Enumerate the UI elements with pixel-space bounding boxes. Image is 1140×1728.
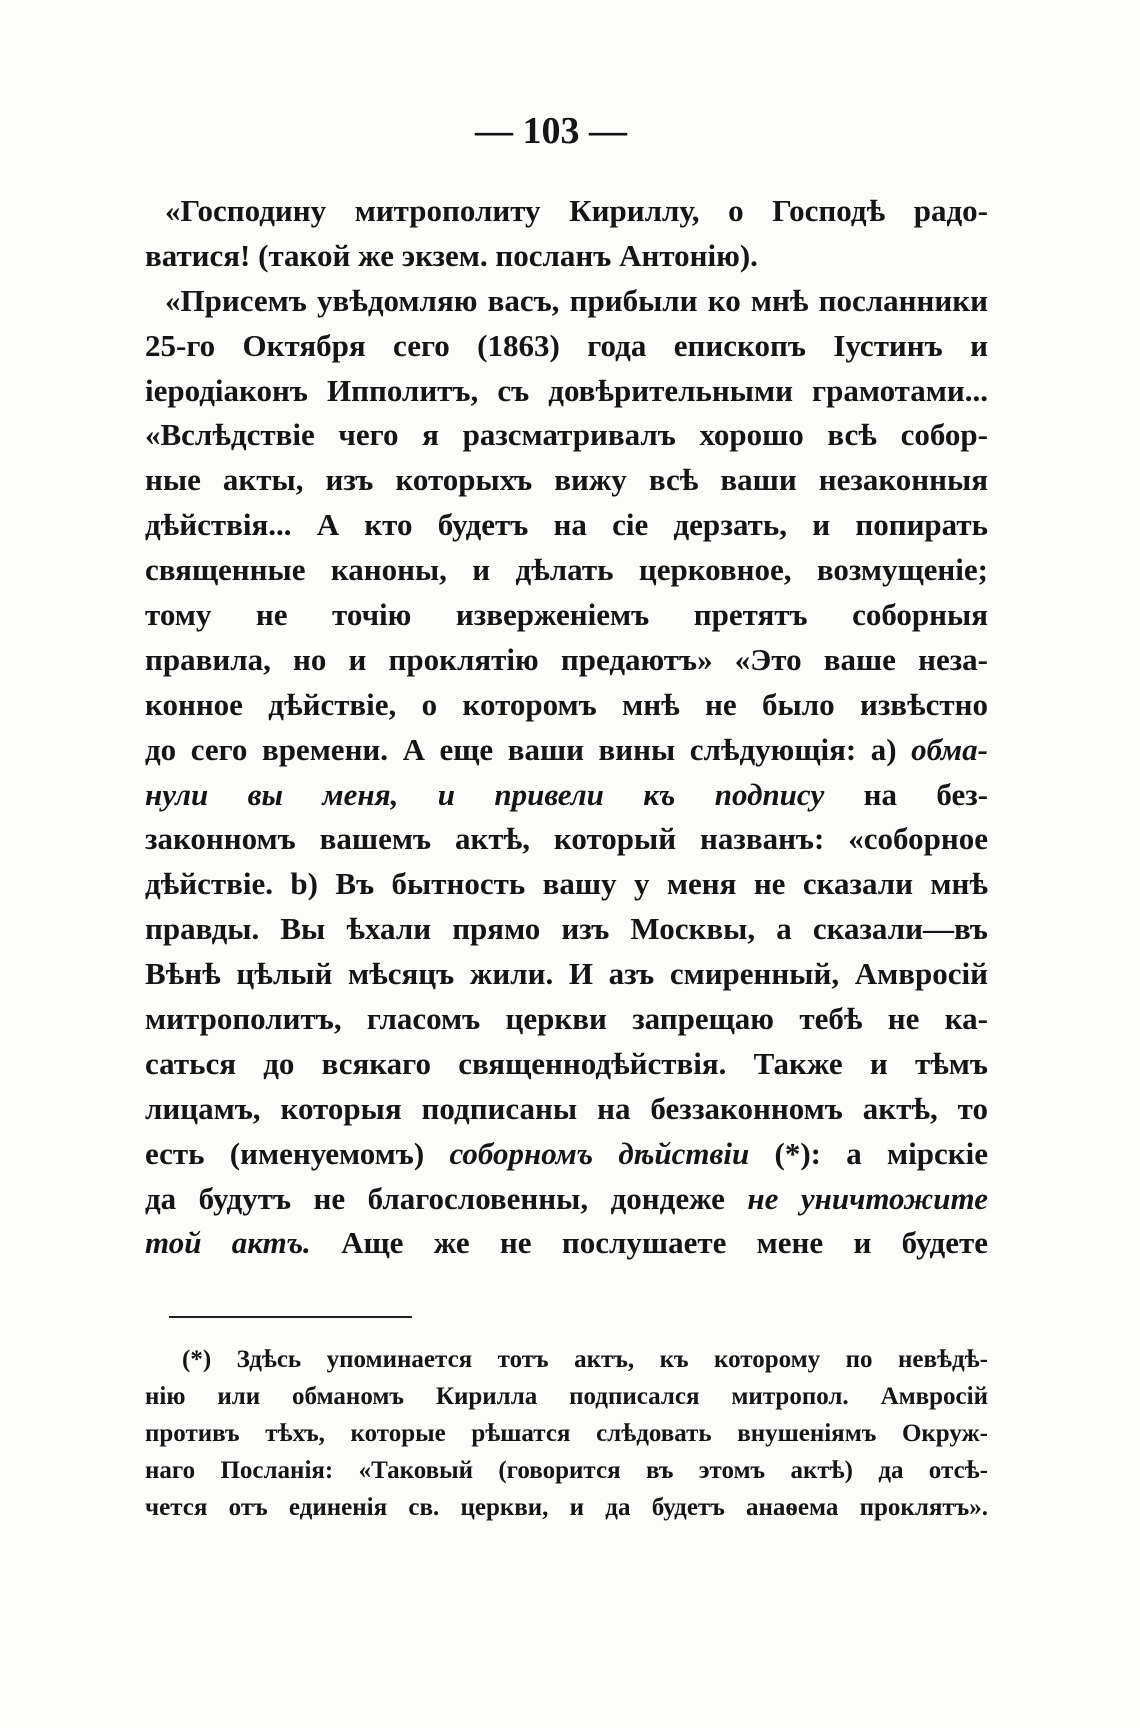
text-segment: Аще же не послушаете мене и будете — [310, 1225, 988, 1261]
footnote-divider — [169, 1316, 412, 1318]
text-segment: «Господину митрополиту Кириллу, о Господѣ радо- — [165, 193, 988, 228]
text-segment: правды. Вы ѣхали прямо изъ Москвы, а сказали—въ — [145, 911, 988, 947]
footnote-line: чется отъ единенія св. церкви, и да будетъ анаѳема проклятъ». — [145, 1494, 988, 1521]
italic-segment: соборномъ дѣйствіи — [449, 1135, 750, 1171]
text-segment: саться до всякаго священнодѣйствія. Также и тѣмъ — [145, 1045, 988, 1081]
text-segment: митрополитъ, гласомъ церкви запрещаю тебѣ не ка- — [145, 1001, 988, 1037]
text-line — [145, 369, 988, 414]
text-segment: «Вслѣдствіе чего я разсматривалъ хорошо всѣ собор- — [145, 417, 988, 453]
text-line — [145, 1042, 988, 1087]
text-line — [145, 817, 988, 862]
text-line — [145, 1221, 988, 1266]
text-line — [145, 593, 988, 638]
footnote — [145, 1341, 988, 1526]
text-segment: законномъ вашемъ актѣ, который названъ: «соборное — [145, 821, 988, 857]
text-line — [145, 1087, 988, 1132]
text-segment: Вѣнѣ цѣлый мѣсяцъ жили. И азъ смиренный, Амвросій — [145, 956, 988, 992]
text-line — [145, 548, 988, 593]
text-segment: (*): а мірскіе — [749, 1135, 988, 1171]
text-segment: «Присемъ увѣдомляю васъ, прибыли ко мнѣ посланники — [165, 282, 988, 318]
text-line — [145, 638, 988, 683]
footnote-line: нію или обманомъ Кирилла подписался митропол. Амвросій — [145, 1383, 988, 1410]
text-line — [145, 458, 988, 503]
text-line — [145, 189, 988, 234]
text-line — [145, 279, 988, 324]
text-line — [145, 907, 988, 952]
text-line — [145, 683, 988, 728]
text-line — [145, 1177, 988, 1222]
text-segment: до сего времени. А еще ваши вины слѣдующія: а) — [145, 731, 912, 767]
text-line — [145, 1132, 988, 1177]
text-segment: лицамъ, которыя подписаны на беззаконномъ актѣ, то — [145, 1090, 988, 1126]
text-segment: есть (именуемомъ) — [145, 1135, 450, 1171]
footnote-line: (*) Здѣсь упоминается тотъ актъ, къ которому по невѣдѣ- — [182, 1346, 988, 1373]
italic-segment: нули вы меня, и привели къ подпису — [145, 776, 825, 812]
text-segment: дѣйствія... А кто будетъ на сіе дерзать, и попирать — [145, 507, 988, 543]
text-segment: ные акты, изъ которыхъ вижу всѣ ваши незаконныя — [145, 462, 988, 498]
text-segment: 25-го Октября сего (1863) года епископъ Іустинъ и — [145, 327, 988, 363]
italic-segment: той актъ. — [145, 1225, 311, 1261]
text-segment: на без- — [824, 776, 988, 812]
text-segment: іеродіаконъ Ипполитъ, съ довѣрительными грамотами... — [145, 372, 988, 408]
text-line — [145, 952, 988, 997]
text-segment: правила, но и проклятію предаютъ» «Это ваше неза- — [145, 641, 988, 677]
text-segment: дѣйствіе. b) Въ бытность вашу у меня не сказали мнѣ — [145, 866, 988, 902]
page-number: — 103 — — [475, 110, 627, 152]
text-line — [145, 773, 988, 818]
footnote-line: наго Посланія: «Таковый (говорится въ этомъ актѣ) да отсѣ- — [145, 1457, 988, 1484]
main-text — [145, 189, 988, 1266]
text-segment: священные каноны, и дѣлать церковное, возмущеніе; — [145, 552, 988, 588]
text-line — [145, 728, 988, 773]
italic-segment: обма- — [911, 731, 988, 767]
text-line — [145, 997, 988, 1042]
text-line — [145, 324, 988, 369]
text-segment: тому не точію изверженіемъ претятъ соборныя — [145, 597, 988, 633]
text-segment: да будутъ не благословенны, дондеже — [145, 1180, 748, 1216]
text-segment: ватися! (такой же экзем. посланъ Антонію). — [145, 237, 758, 273]
text-line — [145, 413, 988, 458]
text-line — [145, 503, 988, 548]
text-line — [145, 862, 988, 907]
text-line — [145, 234, 988, 279]
italic-segment: не уничтожите — [747, 1180, 988, 1216]
footnote-line: противъ тѣхъ, которые рѣшатся слѣдовать внушеніямъ Окруж- — [145, 1420, 988, 1447]
text-segment: конное дѣйствіе, о которомъ мнѣ не было извѣстно — [145, 686, 988, 722]
